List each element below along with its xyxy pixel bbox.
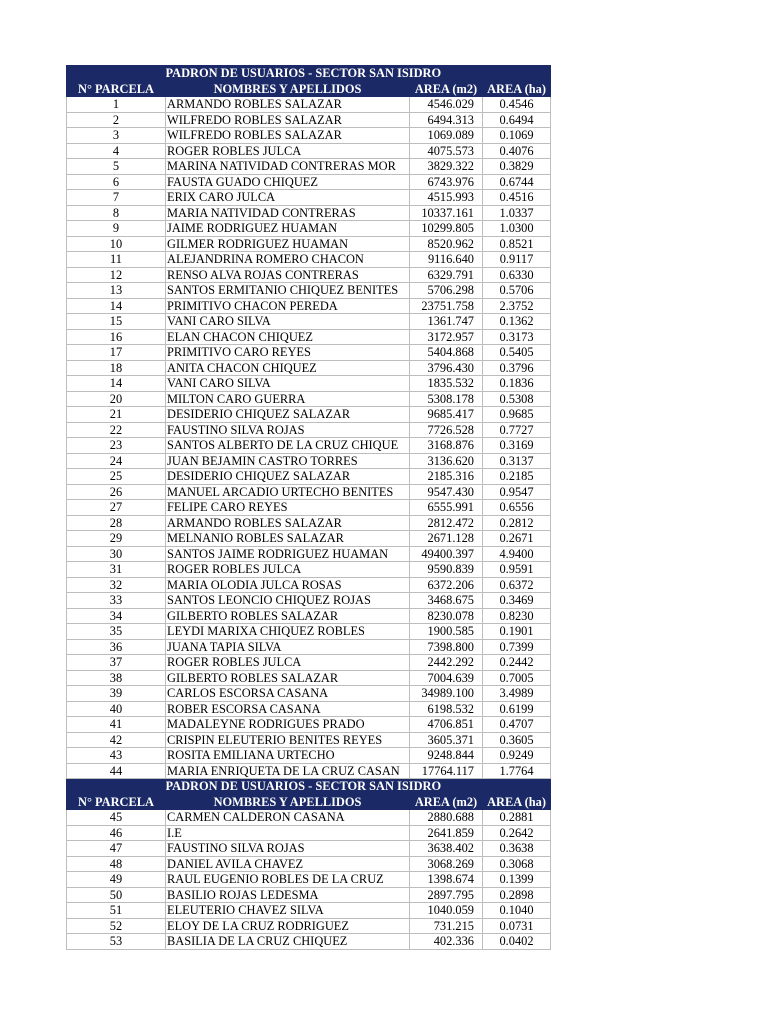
parcela-number: 50 xyxy=(67,887,166,903)
parcela-number: 53 xyxy=(67,934,166,950)
area-ha: 0.9249 xyxy=(483,748,551,764)
area-m2: 17764.117 xyxy=(410,763,483,779)
owner-name: BASILIO ROJAS LEDESMA xyxy=(166,887,410,903)
area-m2: 2641.859 xyxy=(410,825,483,841)
table-row xyxy=(67,329,551,345)
area-m2: 9685.417 xyxy=(410,407,483,423)
table-row xyxy=(67,484,551,500)
area-ha: 0.9685 xyxy=(483,407,551,423)
table-row xyxy=(67,267,551,283)
area-ha: 0.3169 xyxy=(483,438,551,454)
table-row xyxy=(67,143,551,159)
area-m2: 3468.675 xyxy=(410,593,483,609)
area-ha: 0.1836 xyxy=(483,376,551,392)
area-m2: 23751.758 xyxy=(410,298,483,314)
parcela-number: 26 xyxy=(67,484,166,500)
area-ha: 0.0731 xyxy=(483,918,551,934)
parcela-number: 2 xyxy=(67,112,166,128)
padron-sheet xyxy=(66,65,551,950)
table-row xyxy=(67,608,551,624)
table-row xyxy=(67,221,551,237)
parcela-number: 7 xyxy=(67,190,166,206)
parcela-number: 49 xyxy=(67,872,166,888)
area-ha: 0.6372 xyxy=(483,577,551,593)
area-ha: 0.6330 xyxy=(483,267,551,283)
owner-name: JAIME RODRIGUEZ HUAMAN xyxy=(166,221,410,237)
area-m2: 1069.089 xyxy=(410,128,483,144)
area-m2: 9547.430 xyxy=(410,484,483,500)
area-m2: 2897.795 xyxy=(410,887,483,903)
table-row xyxy=(67,205,551,221)
area-ha: 4.9400 xyxy=(483,546,551,562)
area-m2: 7726.528 xyxy=(410,422,483,438)
area-m2: 1361.747 xyxy=(410,314,483,330)
area-ha: 0.1901 xyxy=(483,624,551,640)
area-m2: 8230.078 xyxy=(410,608,483,624)
owner-name: DANIEL AVILA CHAVEZ xyxy=(166,856,410,872)
parcela-number: 3 xyxy=(67,128,166,144)
table-title: PADRON DE USUARIOS - SECTOR SAN ISIDRO xyxy=(166,66,551,82)
area-ha: 1.7764 xyxy=(483,763,551,779)
parcela-number: 34 xyxy=(67,608,166,624)
area-m2: 3172.957 xyxy=(410,329,483,345)
table-row xyxy=(67,314,551,330)
table-row xyxy=(67,159,551,175)
table-row xyxy=(67,856,551,872)
parcela-number: 5 xyxy=(67,159,166,175)
parcela-number: 52 xyxy=(67,918,166,934)
area-ha: 0.4546 xyxy=(483,97,551,113)
area-m2: 731.215 xyxy=(410,918,483,934)
owner-name: CARMEN CALDERON CASANA xyxy=(166,810,410,826)
parcela-number: 12 xyxy=(67,267,166,283)
parcela-number: 9 xyxy=(67,221,166,237)
table-row xyxy=(67,236,551,252)
owner-name: ARMANDO ROBLES SALAZAR xyxy=(166,97,410,113)
parcela-number: 11 xyxy=(67,252,166,268)
table-row xyxy=(67,934,551,950)
area-m2: 4515.993 xyxy=(410,190,483,206)
area-ha: 0.6556 xyxy=(483,500,551,516)
owner-name: SANTOS ERMITANIO CHIQUEZ BENITES xyxy=(166,283,410,299)
area-ha: 0.3137 xyxy=(483,453,551,469)
owner-name: WILFREDO ROBLES SALAZAR xyxy=(166,128,410,144)
table-row xyxy=(67,717,551,733)
table-row xyxy=(67,97,551,113)
owner-name: DESIDERIO CHIQUEZ SALAZAR xyxy=(166,469,410,485)
area-ha: 1.0300 xyxy=(483,221,551,237)
table-title-row xyxy=(67,66,551,82)
owner-name: GILMER RODRIGUEZ HUAMAN xyxy=(166,236,410,252)
parcela-number: 46 xyxy=(67,825,166,841)
area-ha: 3.4989 xyxy=(483,686,551,702)
area-m2: 2880.688 xyxy=(410,810,483,826)
title-spacer xyxy=(67,66,166,82)
parcela-number: 1 xyxy=(67,97,166,113)
area-ha: 0.7399 xyxy=(483,639,551,655)
area-m2: 49400.397 xyxy=(410,546,483,562)
owner-name: SANTOS ALBERTO DE LA CRUZ CHIQUE xyxy=(166,438,410,454)
header-area-ha: AREA (ha) xyxy=(483,81,551,97)
area-m2: 1835.532 xyxy=(410,376,483,392)
header-area-m2: AREA (m2) xyxy=(410,81,483,97)
table-row xyxy=(67,670,551,686)
parcela-number: 17 xyxy=(67,345,166,361)
area-m2: 6555.991 xyxy=(410,500,483,516)
owner-name: FELIPE CARO REYES xyxy=(166,500,410,516)
parcela-number: 47 xyxy=(67,841,166,857)
area-m2: 6494.313 xyxy=(410,112,483,128)
owner-name: SANTOS JAIME RODRIGUEZ HUAMAN xyxy=(166,546,410,562)
area-m2: 6372.206 xyxy=(410,577,483,593)
area-m2: 3168.876 xyxy=(410,438,483,454)
owner-name: JUAN BEJAMIN CASTRO TORRES xyxy=(166,453,410,469)
area-m2: 9590.839 xyxy=(410,562,483,578)
area-ha: 0.9117 xyxy=(483,252,551,268)
parcela-number: 42 xyxy=(67,732,166,748)
parcela-number: 45 xyxy=(67,810,166,826)
area-m2: 5308.178 xyxy=(410,391,483,407)
area-m2: 3829.322 xyxy=(410,159,483,175)
table-row xyxy=(67,546,551,562)
table-row xyxy=(67,128,551,144)
table-row xyxy=(67,887,551,903)
parcela-number: 30 xyxy=(67,546,166,562)
owner-name: ELOY DE LA CRUZ RODRIGUEZ xyxy=(166,918,410,934)
title-spacer xyxy=(67,779,166,795)
owner-name: ROBER ESCORSA CASANA xyxy=(166,701,410,717)
area-ha: 0.7005 xyxy=(483,670,551,686)
area-m2: 2812.472 xyxy=(410,515,483,531)
owner-name: FAUSTINO SILVA ROJAS xyxy=(166,422,410,438)
owner-name: ROGER ROBLES JULCA xyxy=(166,562,410,578)
header-nombres: NOMBRES Y APELLIDOS xyxy=(166,794,410,810)
header-parcela: N° PARCELA xyxy=(67,81,166,97)
table-row xyxy=(67,624,551,640)
owner-name: LEYDI MARIXA CHIQUEZ ROBLES xyxy=(166,624,410,640)
parcela-number: 41 xyxy=(67,717,166,733)
parcela-number: 4 xyxy=(67,143,166,159)
parcela-number: 48 xyxy=(67,856,166,872)
parcela-number: 21 xyxy=(67,407,166,423)
table-row xyxy=(67,515,551,531)
parcela-number: 31 xyxy=(67,562,166,578)
table-row xyxy=(67,531,551,547)
owner-name: VANI CARO SILVA xyxy=(166,376,410,392)
parcela-number: 29 xyxy=(67,531,166,547)
owner-name: WILFREDO ROBLES SALAZAR xyxy=(166,112,410,128)
table-row xyxy=(67,407,551,423)
parcela-number: 28 xyxy=(67,515,166,531)
area-ha: 0.3469 xyxy=(483,593,551,609)
header-area-m2: AREA (m2) xyxy=(410,794,483,810)
table-row xyxy=(67,453,551,469)
area-ha: 0.2442 xyxy=(483,655,551,671)
area-ha: 0.5706 xyxy=(483,283,551,299)
owner-name: I.E xyxy=(166,825,410,841)
area-ha: 0.2812 xyxy=(483,515,551,531)
area-m2: 3638.402 xyxy=(410,841,483,857)
table-row xyxy=(67,500,551,516)
parcela-number: 51 xyxy=(67,903,166,919)
owner-name: RAUL EUGENIO ROBLES DE LA CRUZ xyxy=(166,872,410,888)
owner-name: ARMANDO ROBLES SALAZAR xyxy=(166,515,410,531)
owner-name: DESIDERIO CHIQUEZ SALAZAR xyxy=(166,407,410,423)
area-ha: 0.2185 xyxy=(483,469,551,485)
table-row xyxy=(67,918,551,934)
table-row xyxy=(67,469,551,485)
parcela-number: 35 xyxy=(67,624,166,640)
parcela-number: 44 xyxy=(67,763,166,779)
padron-table xyxy=(66,65,551,950)
area-m2: 6329.791 xyxy=(410,267,483,283)
area-ha: 0.2881 xyxy=(483,810,551,826)
owner-name: MILTON CARO GUERRA xyxy=(166,391,410,407)
owner-name: MANUEL ARCADIO URTECHO BENITES xyxy=(166,484,410,500)
parcela-number: 20 xyxy=(67,391,166,407)
owner-name: MARIA OLODIA JULCA ROSAS xyxy=(166,577,410,593)
parcela-number: 14 xyxy=(67,298,166,314)
table-row xyxy=(67,577,551,593)
table-row xyxy=(67,252,551,268)
area-m2: 8520.962 xyxy=(410,236,483,252)
parcela-number: 15 xyxy=(67,314,166,330)
table-row xyxy=(67,748,551,764)
owner-name: FAUSTA GUADO CHIQUEZ xyxy=(166,174,410,190)
owner-name: GILBERTO ROBLES SALAZAR xyxy=(166,670,410,686)
table-row xyxy=(67,701,551,717)
area-ha: 0.5308 xyxy=(483,391,551,407)
parcela-number: 6 xyxy=(67,174,166,190)
table-row xyxy=(67,376,551,392)
owner-name: SANTOS LEONCIO CHIQUEZ ROJAS xyxy=(166,593,410,609)
area-ha: 0.2642 xyxy=(483,825,551,841)
area-m2: 3136.620 xyxy=(410,453,483,469)
area-ha: 0.3796 xyxy=(483,360,551,376)
owner-name: ELAN CHACON CHIQUEZ xyxy=(166,329,410,345)
parcela-number: 33 xyxy=(67,593,166,609)
table-row xyxy=(67,298,551,314)
table-header-row xyxy=(67,794,551,810)
owner-name: PRIMITIVO CHACON PEREDA xyxy=(166,298,410,314)
area-m2: 1398.674 xyxy=(410,872,483,888)
area-m2: 9248.844 xyxy=(410,748,483,764)
table-row xyxy=(67,903,551,919)
owner-name: MARIA NATIVIDAD CONTRERAS xyxy=(166,205,410,221)
table-row xyxy=(67,112,551,128)
header-area-ha: AREA (ha) xyxy=(483,794,551,810)
table-row xyxy=(67,593,551,609)
parcela-number: 10 xyxy=(67,236,166,252)
owner-name: ERIX CARO JULCA xyxy=(166,190,410,206)
area-m2: 2185.316 xyxy=(410,469,483,485)
area-ha: 0.9547 xyxy=(483,484,551,500)
area-ha: 0.6199 xyxy=(483,701,551,717)
table-row xyxy=(67,655,551,671)
owner-name: CARLOS ESCORSA CASANA xyxy=(166,686,410,702)
area-m2: 4546.029 xyxy=(410,97,483,113)
area-m2: 4075.573 xyxy=(410,143,483,159)
area-m2: 3068.269 xyxy=(410,856,483,872)
area-ha: 0.8230 xyxy=(483,608,551,624)
owner-name: BASILIA DE LA CRUZ CHIQUEZ xyxy=(166,934,410,950)
owner-name: MARINA NATIVIDAD CONTRERAS MOR xyxy=(166,159,410,175)
owner-name: VANI CARO SILVA xyxy=(166,314,410,330)
owner-name: ALEJANDRINA ROMERO CHACON xyxy=(166,252,410,268)
table-row xyxy=(67,283,551,299)
owner-name: MARIA ENRIQUETA DE LA CRUZ CASAN xyxy=(166,763,410,779)
table-row xyxy=(67,825,551,841)
owner-name: GILBERTO ROBLES SALAZAR xyxy=(166,608,410,624)
area-ha: 0.6744 xyxy=(483,174,551,190)
table-row xyxy=(67,422,551,438)
table-row xyxy=(67,360,551,376)
area-ha: 0.4707 xyxy=(483,717,551,733)
area-ha: 0.8521 xyxy=(483,236,551,252)
area-ha: 2.3752 xyxy=(483,298,551,314)
parcela-number: 27 xyxy=(67,500,166,516)
table-row xyxy=(67,810,551,826)
area-ha: 0.4076 xyxy=(483,143,551,159)
area-m2: 402.336 xyxy=(410,934,483,950)
area-m2: 9116.640 xyxy=(410,252,483,268)
area-ha: 0.9591 xyxy=(483,562,551,578)
area-m2: 5404.868 xyxy=(410,345,483,361)
table-row xyxy=(67,190,551,206)
owner-name: PRIMITIVO CARO REYES xyxy=(166,345,410,361)
table-row xyxy=(67,732,551,748)
parcela-number: 22 xyxy=(67,422,166,438)
parcela-number: 43 xyxy=(67,748,166,764)
owner-name: JUANA TAPIA SILVA xyxy=(166,639,410,655)
table-row xyxy=(67,686,551,702)
owner-name: MELNANIO ROBLES SALAZAR xyxy=(166,531,410,547)
area-ha: 0.3068 xyxy=(483,856,551,872)
area-ha: 0.4516 xyxy=(483,190,551,206)
table-title: PADRON DE USUARIOS - SECTOR SAN ISIDRO xyxy=(166,779,551,795)
table-row xyxy=(67,841,551,857)
area-ha: 0.2898 xyxy=(483,887,551,903)
owner-name: ROGER ROBLES JULCA xyxy=(166,655,410,671)
table-row xyxy=(67,763,551,779)
parcela-number: 8 xyxy=(67,205,166,221)
area-ha: 0.1069 xyxy=(483,128,551,144)
owner-name: MADALEYNE RODRIGUES PRADO xyxy=(166,717,410,733)
table-row xyxy=(67,174,551,190)
parcela-number: 36 xyxy=(67,639,166,655)
area-m2: 1900.585 xyxy=(410,624,483,640)
area-m2: 7004.639 xyxy=(410,670,483,686)
owner-name: ELEUTERIO CHAVEZ SILVA xyxy=(166,903,410,919)
area-ha: 0.3173 xyxy=(483,329,551,345)
owner-name: ANITA CHACON CHIQUEZ xyxy=(166,360,410,376)
area-m2: 10337.161 xyxy=(410,205,483,221)
owner-name: FAUSTINO SILVA ROJAS xyxy=(166,841,410,857)
parcela-number: 18 xyxy=(67,360,166,376)
area-m2: 6198.532 xyxy=(410,701,483,717)
area-m2: 3796.430 xyxy=(410,360,483,376)
area-ha: 0.7727 xyxy=(483,422,551,438)
parcela-number: 16 xyxy=(67,329,166,345)
area-m2: 10299.805 xyxy=(410,221,483,237)
parcela-number: 39 xyxy=(67,686,166,702)
area-ha: 0.1040 xyxy=(483,903,551,919)
area-m2: 1040.059 xyxy=(410,903,483,919)
table-title-row xyxy=(67,779,551,795)
parcela-number: 24 xyxy=(67,453,166,469)
table-row xyxy=(67,438,551,454)
area-m2: 5706.298 xyxy=(410,283,483,299)
table-row xyxy=(67,562,551,578)
area-ha: 0.3829 xyxy=(483,159,551,175)
area-m2: 2671.128 xyxy=(410,531,483,547)
area-ha: 0.3638 xyxy=(483,841,551,857)
header-parcela: N° PARCELA xyxy=(67,794,166,810)
parcela-number: 14 xyxy=(67,376,166,392)
area-m2: 6743.976 xyxy=(410,174,483,190)
table-row xyxy=(67,639,551,655)
table-header-row xyxy=(67,81,551,97)
area-m2: 4706.851 xyxy=(410,717,483,733)
parcela-number: 37 xyxy=(67,655,166,671)
table-row xyxy=(67,345,551,361)
parcela-number: 25 xyxy=(67,469,166,485)
parcela-number: 40 xyxy=(67,701,166,717)
area-ha: 0.1399 xyxy=(483,872,551,888)
area-m2: 34989.100 xyxy=(410,686,483,702)
area-ha: 1.0337 xyxy=(483,205,551,221)
parcela-number: 32 xyxy=(67,577,166,593)
area-ha: 0.0402 xyxy=(483,934,551,950)
parcela-number: 13 xyxy=(67,283,166,299)
area-ha: 0.5405 xyxy=(483,345,551,361)
area-m2: 7398.800 xyxy=(410,639,483,655)
header-nombres: NOMBRES Y APELLIDOS xyxy=(166,81,410,97)
padron-table-body xyxy=(67,66,551,950)
area-ha: 0.1362 xyxy=(483,314,551,330)
area-m2: 2442.292 xyxy=(410,655,483,671)
table-row xyxy=(67,872,551,888)
owner-name: ROGER ROBLES JULCA xyxy=(166,143,410,159)
area-m2: 3605.371 xyxy=(410,732,483,748)
area-ha: 0.6494 xyxy=(483,112,551,128)
parcela-number: 38 xyxy=(67,670,166,686)
owner-name: ROSITA EMILIANA URTECHO xyxy=(166,748,410,764)
owner-name: CRISPIN ELEUTERIO BENITES REYES xyxy=(166,732,410,748)
table-row xyxy=(67,391,551,407)
owner-name: RENSO ALVA ROJAS CONTRERAS xyxy=(166,267,410,283)
parcela-number: 23 xyxy=(67,438,166,454)
area-ha: 0.3605 xyxy=(483,732,551,748)
area-ha: 0.2671 xyxy=(483,531,551,547)
